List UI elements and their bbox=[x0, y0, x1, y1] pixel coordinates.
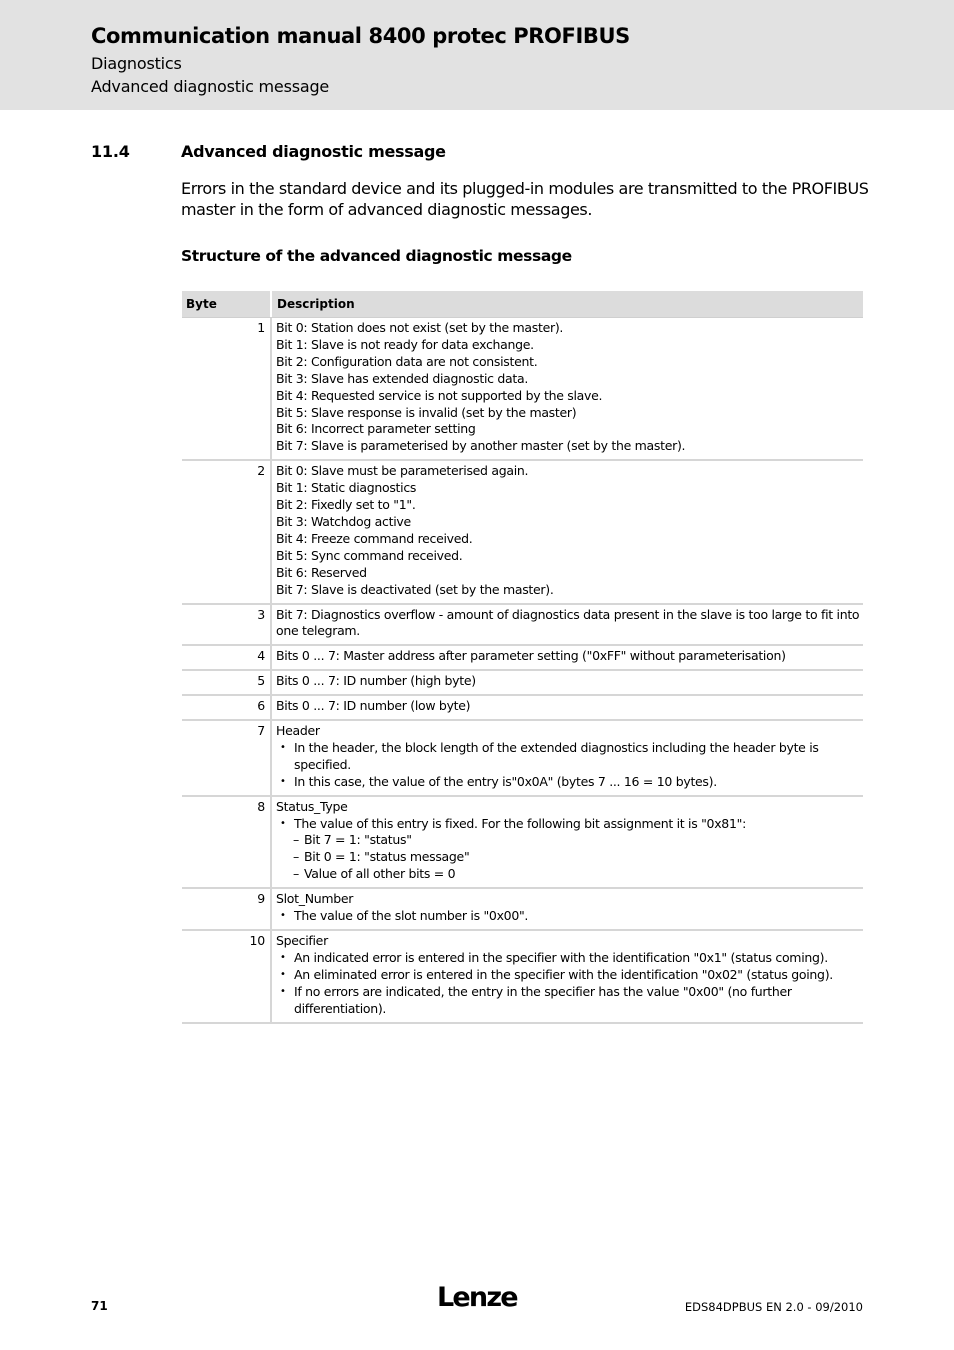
bit-line: Bit 5: Sync command received. bbox=[276, 547, 463, 563]
description-cell bbox=[272, 646, 863, 669]
description-cell bbox=[272, 797, 863, 888]
description-cell bbox=[272, 671, 863, 694]
bit-line: Bit 6: Reserved bbox=[276, 564, 367, 580]
intro-paragraph: Errors in the standard device and its plugged-in modules are transmitted to the PROFIBUS master in the form of advanced diagnostic messages. bbox=[181, 179, 869, 219]
entry-title: Status_Type bbox=[276, 798, 348, 814]
bit-line: Bit 2: Fixedly set to "1". bbox=[276, 497, 416, 513]
table-row bbox=[182, 696, 863, 721]
sub-item: – Value of all other bits = 0 bbox=[276, 866, 861, 883]
table-row bbox=[182, 797, 863, 890]
breadcrumb-section: Advanced diagnostic message bbox=[91, 77, 330, 96]
description-cell bbox=[272, 605, 863, 645]
sub-item: – Bit 0 = 1: "status message" bbox=[276, 849, 861, 866]
description-text: Bits 0 ... 7: ID number (high byte) bbox=[276, 673, 476, 689]
bit-line: Bit 7: Slave is deactivated (set by the master). bbox=[276, 581, 554, 597]
byte-cell: 1 bbox=[182, 318, 272, 459]
bit-line: Bit 7: Slave is parameterised by another master (set by the master). bbox=[276, 438, 686, 454]
description-cell bbox=[272, 461, 863, 602]
entry-title: Specifier bbox=[276, 933, 328, 948]
description-text: Bits 0 ... 7: Master address after parameter setting ("0xFF" without parameterisation) bbox=[276, 648, 786, 664]
bullet-item: • The value of the slot number is "0x00". bbox=[276, 908, 861, 925]
description-text: Bit 7: Diagnostics overflow - amount of diagnostics data present in the slave is too large to fit into one telegram. bbox=[276, 606, 860, 639]
byte-cell: 10 bbox=[182, 931, 272, 1022]
bullet-item: • In this case, the value of the entry is"0x0A" (bytes 7 ... 16 = 10 bytes). bbox=[276, 774, 861, 791]
section-title: Advanced diagnostic message bbox=[181, 142, 446, 161]
byte-cell: 2 bbox=[182, 461, 272, 602]
section-number: 11.4 bbox=[91, 142, 130, 161]
byte-cell: 4 bbox=[182, 646, 272, 669]
table-header bbox=[182, 291, 863, 318]
subheading: Structure of the advanced diagnostic message bbox=[181, 247, 572, 265]
table-row bbox=[182, 721, 863, 797]
bit-line: Bit 5: Slave response is invalid (set by the master) bbox=[276, 404, 577, 420]
bit-line: Bit 4: Requested service is not supported by the slave. bbox=[276, 387, 603, 403]
table-row bbox=[182, 671, 863, 696]
table-row bbox=[182, 461, 863, 604]
bit-line: Bit 3: Slave has extended diagnostic data. bbox=[276, 370, 529, 386]
entry-title: Slot_Number bbox=[276, 891, 354, 907]
bullet-item: • In the header, the block length of the extended diagnostics including the header byte is specified. bbox=[276, 740, 861, 774]
description-cell bbox=[272, 931, 863, 1022]
description-cell bbox=[272, 721, 863, 795]
description-cell bbox=[272, 318, 863, 459]
byte-cell: 8 bbox=[182, 797, 272, 888]
bullet-item: • An eliminated error is entered in the specifier with the identification "0x02" (status going). bbox=[276, 967, 861, 984]
bit-line: Bit 1: Static diagnostics bbox=[276, 480, 417, 496]
description-cell bbox=[272, 696, 863, 719]
document-reference: EDS84DPBUS EN 2.0 - 09/2010 bbox=[684, 1300, 863, 1314]
byte-cell: 5 bbox=[182, 671, 272, 694]
bit-line: Bit 1: Slave is not ready for data exchange. bbox=[276, 336, 534, 352]
bit-line: Bit 4: Freeze command received. bbox=[276, 530, 473, 546]
table-row bbox=[182, 889, 863, 931]
bullet-item: • An indicated error is entered in the specifier with the identification "0x1" (status coming). bbox=[276, 950, 861, 967]
table-body bbox=[182, 318, 863, 1024]
diagnostic-table bbox=[182, 291, 863, 1024]
table-row bbox=[182, 646, 863, 671]
column-header-byte: Byte bbox=[182, 291, 272, 317]
bit-line: Bit 0: Slave must be parameterised again. bbox=[276, 463, 529, 479]
sub-item: – Bit 7 = 1: "status" bbox=[276, 832, 861, 849]
column-header-description: Description bbox=[277, 297, 355, 311]
bit-line: Bit 0: Station does not exist (set by the master). bbox=[276, 320, 564, 335]
bit-line: Bit 3: Watchdog active bbox=[276, 513, 411, 529]
lenze-logo: Lenze bbox=[437, 1282, 517, 1313]
bullet-item: • If no errors are indicated, the entry in the specifier has the value "0x00" (no further differentiation). bbox=[276, 984, 861, 1018]
entry-title: Header bbox=[276, 723, 320, 739]
byte-cell: 6 bbox=[182, 696, 272, 719]
table-row bbox=[182, 931, 863, 1024]
bit-line: Bit 6: Incorrect parameter setting bbox=[276, 421, 476, 437]
byte-cell: 3 bbox=[182, 605, 272, 645]
page-number: 71 bbox=[91, 1299, 108, 1313]
breadcrumb-chapter: Diagnostics bbox=[91, 54, 182, 73]
bit-line: Bit 2: Configuration data are not consistent. bbox=[276, 353, 538, 369]
document-title: Communication manual 8400 protec PROFIBUS bbox=[91, 24, 630, 48]
table-row bbox=[182, 605, 863, 647]
byte-cell: 7 bbox=[182, 721, 272, 795]
bullet-item: • The value of this entry is fixed. For the following bit assignment it is "0x81": bbox=[276, 816, 861, 833]
description-cell bbox=[272, 889, 863, 929]
byte-cell: 9 bbox=[182, 889, 272, 929]
description-text: Bits 0 ... 7: ID number (low byte) bbox=[276, 698, 471, 714]
table-row bbox=[182, 318, 863, 461]
